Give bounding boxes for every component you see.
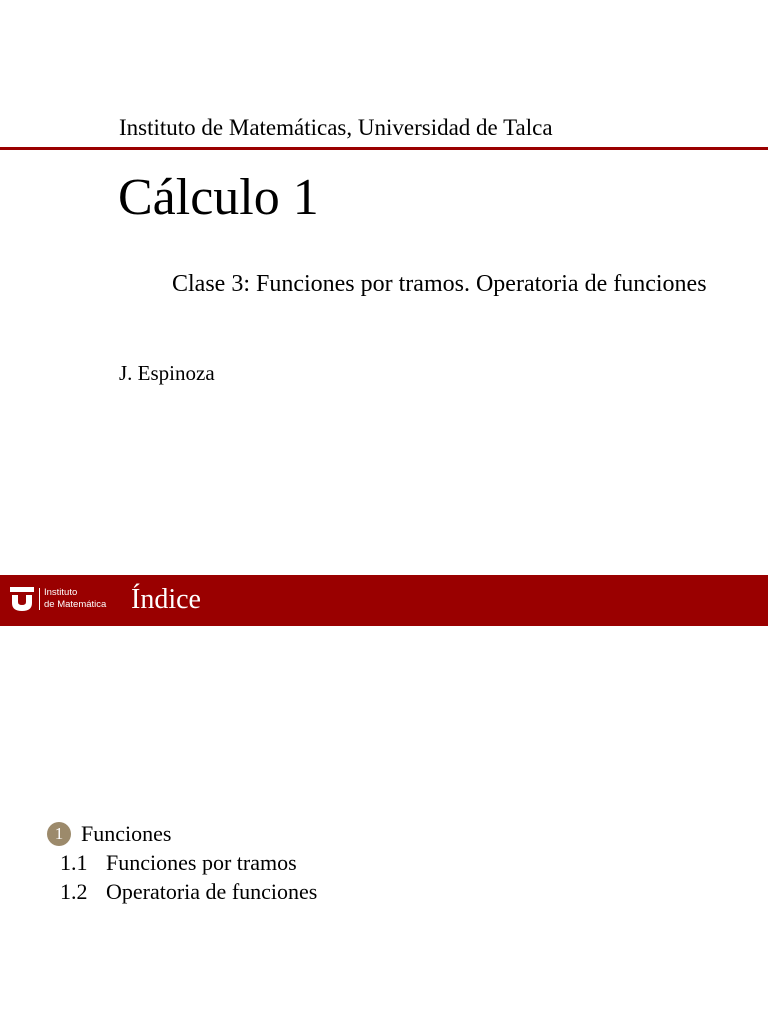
logo-text-line1: Instituto — [44, 587, 78, 598]
lecture-subtitle: Clase 3: Funciones por tramos. Operatoria de funciones — [172, 271, 707, 297]
toc-subsection-number: 1.1 — [60, 850, 88, 875]
toc-subsection-title: Funciones por tramos — [106, 850, 297, 875]
toc-subsection-title: Operatoria de funciones — [106, 879, 318, 904]
logo-text-line2: de Matemática — [44, 599, 107, 610]
author-name: J. Espinoza — [119, 361, 215, 385]
toc-subsection[interactable] — [47, 848, 317, 877]
logo-text — [44, 587, 106, 611]
toc-subsection-number: 1.2 — [60, 879, 88, 904]
frame-title: Índice — [131, 584, 201, 615]
course-title: Cálculo 1 — [118, 169, 319, 226]
toc-section-title: Funciones — [81, 821, 172, 846]
title-divider — [0, 147, 768, 150]
toc-slide — [0, 512, 768, 1024]
toc-subsection[interactable] — [47, 877, 317, 906]
institute-logo — [10, 587, 106, 611]
toc-section[interactable] — [47, 819, 317, 848]
frame-header-bar — [0, 575, 768, 626]
section-number-ball: 1 — [47, 822, 71, 846]
table-of-contents — [47, 819, 317, 906]
logo-separator — [39, 588, 40, 610]
university-logo-icon — [10, 587, 34, 611]
institute-name: Instituto de Matemáticas, Universidad de Talca — [119, 115, 553, 140]
